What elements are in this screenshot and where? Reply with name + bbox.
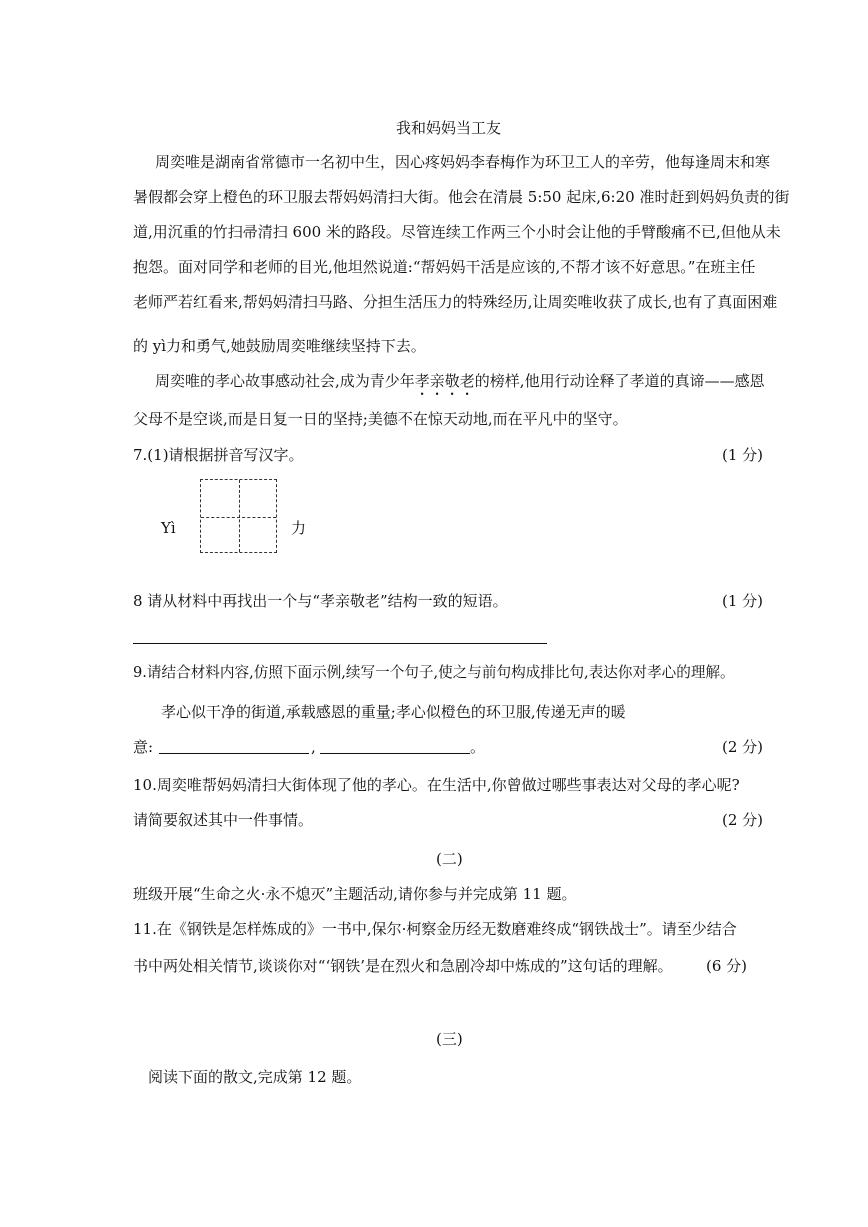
question-8-answer-line[interactable] bbox=[133, 643, 547, 644]
question-9-score: (2 分) bbox=[722, 738, 764, 756]
emphasis-phrase: 孝亲敬老 bbox=[414, 372, 475, 390]
question-9-example: 孝心似干净的街道,承载感恩的重量;孝心似橙色的环卫服,传递无声的暖 bbox=[161, 703, 626, 721]
question-7-suffix: 力 bbox=[291, 519, 307, 537]
question-11-score: (6 分) bbox=[706, 957, 748, 975]
paragraph-line: 抱怨。面对同学和老师的目光,他坦然说道:“帮妈妈干活是应该的,不帮才该不好意思。”在班主任 bbox=[133, 258, 756, 276]
question-9-comma: , bbox=[311, 738, 316, 756]
writing-grid[interactable] bbox=[200, 479, 277, 553]
question-10-line-1: 10.周奕唯帮妈妈清扫大街体现了他的孝心。在生活中,你曾做过哪些事表达对父母的孝心呢? bbox=[133, 776, 740, 794]
question-7-label: 7.(1)请根据拼音写汉字。 bbox=[133, 446, 304, 464]
paragraph-line: 周奕唯是湖南省常德市一名初中生，因心疼妈妈李春梅作为环卫工人的辛劳，他每逢周末和寒 bbox=[155, 153, 771, 171]
section-3-intro: 阅读下面的散文,完成第 12 题。 bbox=[148, 1068, 362, 1086]
grid-horizontal-divider bbox=[201, 517, 276, 518]
paragraph-line: 道,用沉重的竹扫帚清扫 600 米的路段。尽管连续工作两三个小时会让他的手臂酸痛不已,但他从未 bbox=[133, 223, 781, 241]
question-9-label: 9.请结合材料内容,仿照下面示例,续写一个句子,使之与前句构成排比句,表达你对孝心的理解。 bbox=[133, 664, 735, 681]
paragraph-line: 父母不是空谈,而是日复一日的坚持;美德不在惊天动地,而在平凡中的坚守。 bbox=[133, 410, 628, 428]
question-9-line-start: 意: bbox=[133, 738, 154, 756]
question-8-label: 8 请从材料中再找出一个与“孝亲敬老”结构一致的短语。 bbox=[133, 592, 508, 610]
paragraph-text: 的榜样,他用行动诠释了孝道的真谛——感恩 bbox=[474, 372, 765, 390]
question-7-score: (1 分) bbox=[722, 446, 764, 464]
question-11-line-1: 11.在《钢铁是怎样炼成的》一书中,保尔·柯察金历经无数磨难终成“钢铁战士”。请至少结合 bbox=[133, 920, 737, 938]
question-9-answer-line-1[interactable] bbox=[159, 753, 309, 754]
paragraph-line: 的 yì力和勇气,她鼓励周奕唯继续坚持下去。 bbox=[133, 337, 426, 355]
question-7-pinyin: Yì bbox=[161, 519, 176, 537]
paragraph-line: 老师严若红看来,帮妈妈清扫马路、分担生活压力的特殊经历,让周奕唯收获了成长,也有了真面困难 bbox=[133, 293, 778, 311]
paragraph-line bbox=[155, 371, 765, 399]
question-9-period: 。 bbox=[470, 738, 486, 756]
question-10-score: (2 分) bbox=[722, 811, 764, 829]
paragraph-line: 暑假都会穿上橙色的环卫服去帮妈妈清扫大街。他会在清晨 5:50 起床,6:20 准时赶到妈妈负责的街 bbox=[133, 188, 790, 206]
question-9-answer-line-2[interactable] bbox=[320, 753, 470, 754]
paragraph-text: 周奕唯的孝心故事感动社会,成为青少年 bbox=[155, 372, 415, 390]
section-2-intro: 班级开展“生命之火·永不熄灭”主题活动,请你参与并完成第 11 题。 bbox=[133, 885, 577, 903]
passage-title: 我和妈妈当工友 bbox=[396, 119, 502, 137]
section-2-heading: (二) bbox=[436, 850, 463, 868]
question-11-line-2: 书中两处相关情节,谈谈你对“‘钢铁’是在烈火和急剧冷却中炼成的”这句话的理解。 bbox=[133, 957, 673, 975]
grid-vertical-divider bbox=[239, 480, 240, 552]
question-10-line-2: 请简要叙述其中一件事情。 bbox=[133, 811, 314, 829]
question-8-score: (1 分) bbox=[722, 592, 764, 610]
section-3-heading: (三) bbox=[436, 1030, 463, 1048]
